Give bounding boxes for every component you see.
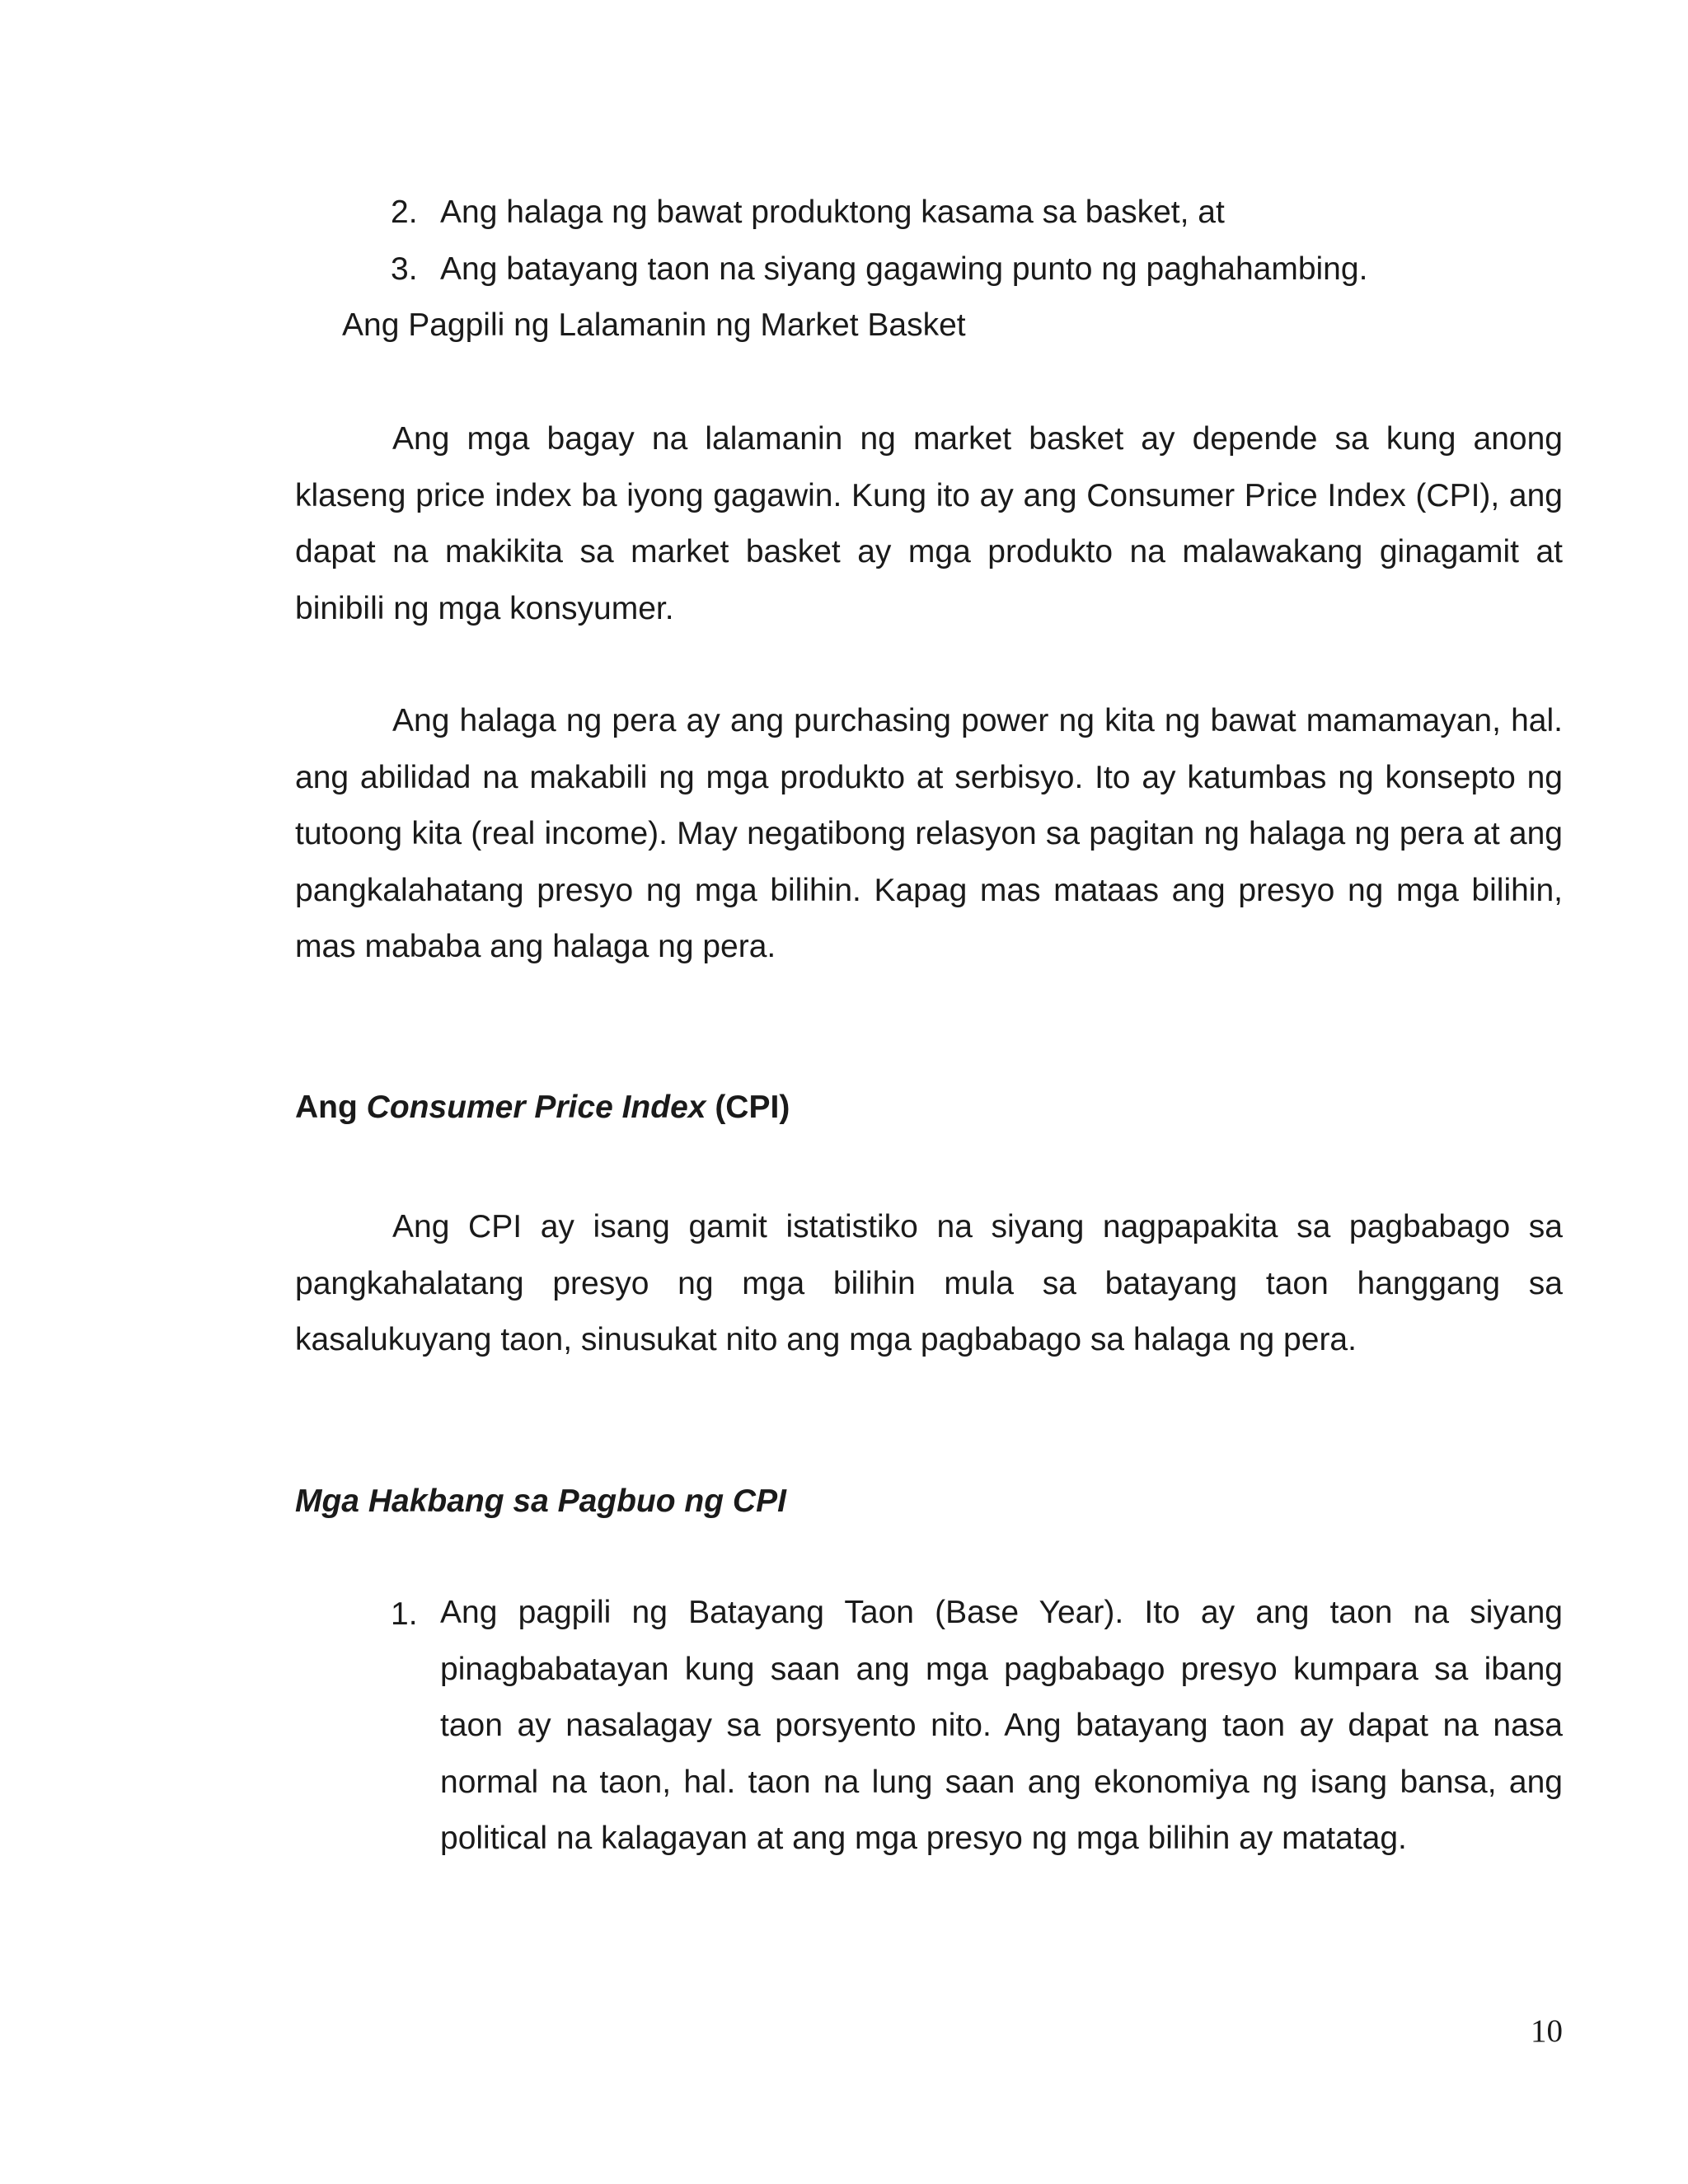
list-item-number: 1.	[391, 1596, 418, 1632]
heading-italic: Consumer Price Index	[366, 1090, 706, 1125]
list-item-text: Ang batayang taon na siyang gagawing punto ng paghahambing.	[440, 251, 1368, 287]
subheading: Ang Pagpili ng Lalamanin ng Market Basket	[342, 307, 966, 343]
list-item-number: 2.	[391, 194, 418, 230]
paragraph: Ang CPI ay isang gamit istatistiko na siyang nagpapakita sa pagbabago sa pangkahalatang presyo ng mga bilihin mula sa batayang taon hanggang sa kasalukuyang taon, sinusukat nito ang mga pagbabago sa halaga ng pera.	[295, 1209, 1563, 1357]
section-heading: Mga Hakbang sa Pagbuo ng CPI	[295, 1483, 786, 1519]
heading-suffix: (CPI)	[715, 1090, 790, 1125]
list-item-number: 3.	[391, 251, 418, 287]
heading-prefix: Ang	[295, 1090, 358, 1125]
paragraph: Ang mga bagay na lalamanin ng market basket ay depende sa kung anong klaseng price index ba iyong gagawin. Kung ito ay ang Consumer Price Index (CPI), ang dapat na makikita sa market basket ay mga produkto na malawakang ginagamit at binibili ng mga konsyumer.	[295, 421, 1563, 626]
list-item-text: Ang halaga ng bawat produktong kasama sa basket, at	[440, 194, 1225, 230]
paragraph: Ang halaga ng pera ay ang purchasing power ng kita ng bawat mamamayan, hal. ang abilidad na makabili ng mga produkto at serbisyo. Ito ay katumbas ng konsepto ng tutoong kita (real income). May negatibong relasyon sa pagitan ng halaga ng pera at ang pangkalahatang presyo ng mga bilihin. Kapag mas mataas ang presyo ng mga bilihin, mas mababa ang halaga ng pera.	[295, 703, 1563, 964]
page-number: 10	[1531, 2013, 1563, 2049]
list-item-text: Ang pagpili ng Batayang Taon (Base Year). Ito ay ang taon na siyang pinagbabatayan kung saan ang mga pagbabago presyo kumpara sa ibang taon ay nasalagay sa porsyento nito. Ang batayang taon ay dapat na nasa normal na taon, hal. taon na lung saan ang ekonomiya ng isang bansa, ang political na kalagayan at ang mga presyo ng mga bilihin ay matatag.	[440, 1595, 1563, 1856]
section-heading	[295, 1090, 790, 1126]
